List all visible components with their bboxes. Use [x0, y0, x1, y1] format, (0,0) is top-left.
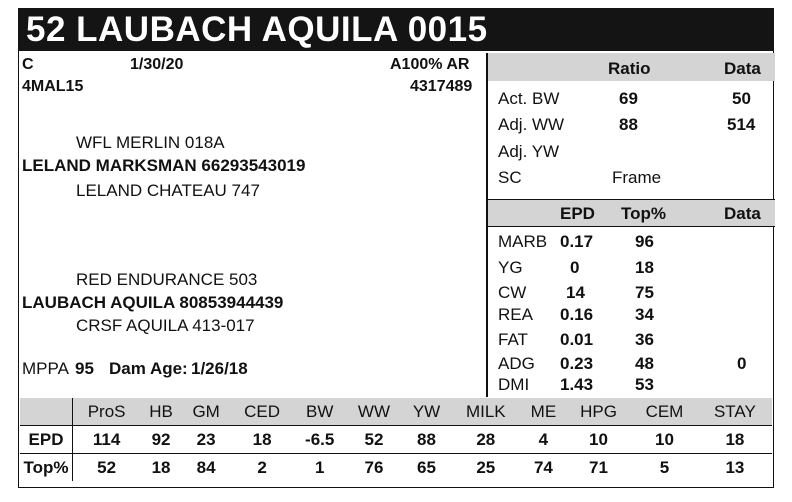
- epd-cell: 18: [230, 426, 293, 454]
- ratio-header: Ratio: [608, 59, 651, 78]
- epd-cell: 52: [346, 426, 403, 454]
- carcass-top: 34: [635, 305, 654, 324]
- top-cell: 71: [566, 454, 631, 482]
- carcass-label: FAT: [498, 330, 528, 349]
- epd-cell: -6.5: [294, 426, 346, 454]
- epd-cell: 28: [451, 426, 521, 454]
- epd-table: [20, 398, 772, 481]
- carcass-epd: 0.17: [560, 232, 594, 251]
- epd-header-row: [20, 398, 772, 426]
- column-header: ProS: [73, 398, 141, 426]
- birth-date: 1/30/20: [130, 56, 184, 73]
- top-cell: 74: [521, 454, 566, 482]
- dam-age-value: 1/26/18: [191, 359, 248, 378]
- carcass-data-header: Data: [724, 204, 761, 223]
- epd-cell: 10: [566, 426, 631, 454]
- carcass-data: 0: [737, 354, 747, 373]
- carcass-label: REA: [498, 305, 533, 324]
- data-header: Data: [724, 59, 761, 78]
- carcass-top: 53: [635, 375, 654, 394]
- animal-title: 52 LAUBACH AQUILA 0015: [26, 10, 488, 49]
- perf-data: 514: [727, 115, 756, 134]
- epd-header: EPD: [560, 204, 595, 223]
- dam-sire: RED ENDURANCE 503: [76, 270, 258, 289]
- column-header: MILK: [451, 398, 521, 426]
- carcass-label: ADG: [498, 354, 535, 373]
- top-cell: 65: [402, 454, 450, 482]
- epd-cell: 23: [182, 426, 230, 454]
- epd-cell: 4: [521, 426, 566, 454]
- perf-label: Act. BW: [498, 89, 560, 108]
- epd-cell: 114: [73, 426, 141, 454]
- title-bar: [18, 8, 774, 51]
- carcass-label: CW: [498, 283, 527, 302]
- carcass-top: 36: [635, 330, 654, 349]
- carcass-top: 75: [635, 283, 654, 302]
- top-cell: 13: [698, 454, 772, 482]
- sire: LELAND MARKSMAN 66293543019: [22, 156, 306, 175]
- column-header: CEM: [631, 398, 698, 426]
- column-header: STAY: [698, 398, 772, 426]
- performance-panel: [486, 53, 775, 397]
- top-cell: 2: [230, 454, 293, 482]
- carcass-epd: 0.16: [560, 305, 594, 324]
- carcass-top: 96: [635, 232, 654, 251]
- top-cell: 5: [631, 454, 698, 482]
- perf-ratio: 69: [619, 89, 638, 108]
- mppa-label: MPPA: [22, 359, 69, 378]
- corner-cell: [20, 398, 73, 426]
- perf-ratio: 88: [619, 115, 638, 134]
- column-header: GM: [182, 398, 230, 426]
- frame-label: Frame: [612, 168, 662, 187]
- epd-cell: 18: [698, 426, 772, 454]
- dam-age-label: Dam Age:: [109, 359, 188, 378]
- column-header: YW: [402, 398, 450, 426]
- top-cell: 1: [294, 454, 346, 482]
- carcass-epd: 0.01: [560, 330, 594, 349]
- column-header: ME: [521, 398, 566, 426]
- mppa-value: 95: [75, 359, 94, 378]
- registration-number: 4317489: [410, 78, 473, 95]
- carcass-epd: 0: [570, 258, 580, 277]
- epd-cell: 88: [402, 426, 450, 454]
- top-cell: 18: [140, 454, 182, 482]
- carcass-label: YG: [498, 258, 523, 277]
- column-header: HB: [140, 398, 182, 426]
- carcass-top: 48: [635, 354, 654, 373]
- breed-percentage: A100% AR: [390, 56, 470, 73]
- row-label: EPD: [20, 426, 73, 454]
- carcass-epd: 0.23: [560, 354, 594, 373]
- epd-row: [20, 426, 772, 454]
- epd-cell: 10: [631, 426, 698, 454]
- carcass-label: DMI: [498, 375, 530, 394]
- column-header: CED: [230, 398, 293, 426]
- top-cell: 25: [451, 454, 521, 482]
- column-header: HPG: [566, 398, 631, 426]
- dam: LAUBACH AQUILA 80853944439: [22, 293, 284, 312]
- carcass-epd: 14: [566, 283, 585, 302]
- row-label: Top%: [20, 454, 73, 482]
- top-percent-row: [20, 454, 772, 482]
- perf-data: 50: [732, 89, 751, 108]
- sex-code: C: [22, 56, 34, 73]
- epd-cell: 92: [140, 426, 182, 454]
- perf-label: Adj. WW: [498, 115, 565, 134]
- perf-label: SC: [498, 168, 522, 187]
- carcass-label: MARB: [498, 232, 548, 251]
- sire-sire: WFL MERLIN 018A: [76, 133, 225, 152]
- dam-dam: CRSF AQUILA 413-017: [76, 316, 255, 335]
- column-header: BW: [294, 398, 346, 426]
- top-cell: 76: [346, 454, 403, 482]
- top-cell: 84: [182, 454, 230, 482]
- perf-label: Adj. YW: [498, 142, 560, 161]
- tattoo: 4MAL15: [22, 78, 84, 95]
- carcass-top: 18: [635, 258, 654, 277]
- column-header: WW: [346, 398, 403, 426]
- top-cell: 52: [73, 454, 141, 482]
- carcass-epd: 1.43: [560, 375, 594, 394]
- sire-dam: LELAND CHATEAU 747: [76, 181, 260, 200]
- top-percent-header: Top%: [621, 204, 667, 223]
